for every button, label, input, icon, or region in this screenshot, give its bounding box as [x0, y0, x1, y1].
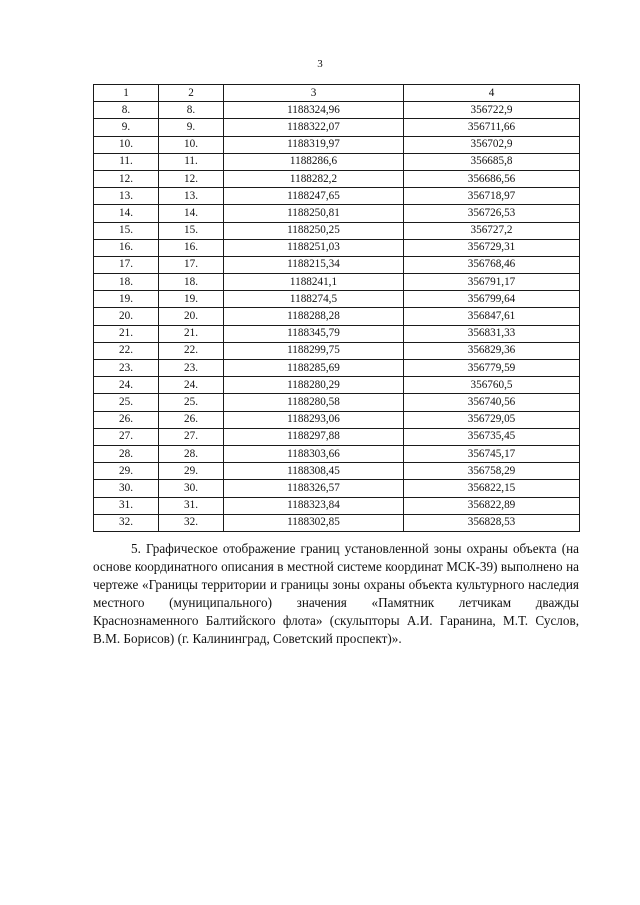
point-number-cell: 8.: [94, 102, 159, 119]
table-row: [94, 360, 580, 377]
x-coordinate-cell: 1188286,6: [224, 153, 404, 170]
page-number: 3: [317, 58, 323, 70]
point-id-cell: 9.: [159, 119, 224, 136]
y-coordinate-cell: 356758,29: [404, 463, 580, 480]
y-coordinate-cell: 356760,5: [404, 377, 580, 394]
point-number-cell: 31.: [94, 497, 159, 514]
point-number-cell: 29.: [94, 463, 159, 480]
table-row: [94, 153, 580, 170]
x-coordinate-cell: 1188297,88: [224, 428, 404, 445]
y-coordinate-cell: 356831,33: [404, 325, 580, 342]
table-row: [94, 170, 580, 187]
point-id-cell: 10.: [159, 136, 224, 153]
point-id-cell: 24.: [159, 377, 224, 394]
table-row: [94, 377, 580, 394]
point-id-cell: 14.: [159, 205, 224, 222]
point-id-cell: 22.: [159, 342, 224, 359]
x-coordinate-cell: 1188302,85: [224, 514, 404, 531]
y-coordinate-cell: 356828,53: [404, 514, 580, 531]
y-coordinate-cell: 356779,59: [404, 360, 580, 377]
x-coordinate-cell: 1188308,45: [224, 463, 404, 480]
x-coordinate-cell: 1188285,69: [224, 360, 404, 377]
point-id-cell: 32.: [159, 514, 224, 531]
y-coordinate-cell: 356829,36: [404, 342, 580, 359]
point-id-cell: 15.: [159, 222, 224, 239]
point-id-cell: 13.: [159, 188, 224, 205]
point-id-cell: 21.: [159, 325, 224, 342]
y-coordinate-cell: 356768,46: [404, 256, 580, 273]
point-number-cell: 11.: [94, 153, 159, 170]
y-coordinate-cell: 356722,9: [404, 102, 580, 119]
table-row: [94, 205, 580, 222]
x-coordinate-cell: 1188326,57: [224, 480, 404, 497]
y-coordinate-cell: 356718,97: [404, 188, 580, 205]
table-row: [94, 342, 580, 359]
point-number-cell: 28.: [94, 445, 159, 462]
point-id-cell: 20.: [159, 308, 224, 325]
table-row: [94, 136, 580, 153]
point-id-cell: 12.: [159, 170, 224, 187]
point-number-cell: 15.: [94, 222, 159, 239]
point-number-cell: 27.: [94, 428, 159, 445]
x-coordinate-cell: 1188241,1: [224, 274, 404, 291]
x-coordinate-cell: 1188299,75: [224, 342, 404, 359]
x-coordinate-cell: 1188250,81: [224, 205, 404, 222]
point-id-cell: 30.: [159, 480, 224, 497]
coordinates-table: [93, 84, 580, 532]
table-row: [94, 308, 580, 325]
x-coordinate-cell: 1188303,66: [224, 445, 404, 462]
table-row: [94, 514, 580, 531]
table-row: [94, 428, 580, 445]
y-coordinate-cell: 356729,05: [404, 411, 580, 428]
y-coordinate-cell: 356686,56: [404, 170, 580, 187]
point-id-cell: 26.: [159, 411, 224, 428]
point-number-cell: 20.: [94, 308, 159, 325]
table-row: [94, 291, 580, 308]
point-number-cell: 25.: [94, 394, 159, 411]
y-coordinate-cell: 356799,64: [404, 291, 580, 308]
x-coordinate-cell: 1188251,03: [224, 239, 404, 256]
table-row: [94, 222, 580, 239]
point-number-cell: 30.: [94, 480, 159, 497]
y-coordinate-cell: 356735,45: [404, 428, 580, 445]
point-number-cell: 18.: [94, 274, 159, 291]
point-id-cell: 17.: [159, 256, 224, 273]
point-number-cell: 14.: [94, 205, 159, 222]
point-id-cell: 23.: [159, 360, 224, 377]
point-number-cell: 21.: [94, 325, 159, 342]
table-row: [94, 274, 580, 291]
y-coordinate-cell: 356847,61: [404, 308, 580, 325]
table-row: [94, 256, 580, 273]
point-id-cell: 31.: [159, 497, 224, 514]
table-row: [94, 119, 580, 136]
table-row: [94, 463, 580, 480]
point-id-cell: 29.: [159, 463, 224, 480]
column-header: 2: [159, 85, 224, 102]
point-id-cell: 28.: [159, 445, 224, 462]
table-row: [94, 102, 580, 119]
x-coordinate-cell: 1188288,28: [224, 308, 404, 325]
y-coordinate-cell: 356745,17: [404, 445, 580, 462]
y-coordinate-cell: 356727,2: [404, 222, 580, 239]
x-coordinate-cell: 1188324,96: [224, 102, 404, 119]
y-coordinate-cell: 356822,89: [404, 497, 580, 514]
x-coordinate-cell: 1188280,29: [224, 377, 404, 394]
point-id-cell: 11.: [159, 153, 224, 170]
column-header: 4: [404, 85, 580, 102]
point-number-cell: 12.: [94, 170, 159, 187]
point-number-cell: 32.: [94, 514, 159, 531]
table-row: [94, 188, 580, 205]
point-number-cell: 22.: [94, 342, 159, 359]
x-coordinate-cell: 1188282,2: [224, 170, 404, 187]
point-id-cell: 27.: [159, 428, 224, 445]
x-coordinate-cell: 1188215,34: [224, 256, 404, 273]
x-coordinate-cell: 1188323,84: [224, 497, 404, 514]
table-row: [94, 411, 580, 428]
point-number-cell: 17.: [94, 256, 159, 273]
boundary-description-paragraph: 5. Графическое отображение границ установленной зоны охраны объекта (на основе координатного описания в местной системе координат МСК-39) выполнено на чертеже «Границы территории и границы зоны охраны объекта культурного наследия местного (муниципального) значения «Памятник летчикам дважды Краснознаменного Балтийского флота» (скульпторы А.И. Гаранина, М.Т. Суслов, В.М. Борисов) (г. Калининград, Советский проспект)».: [93, 541, 579, 646]
y-coordinate-cell: 356726,53: [404, 205, 580, 222]
table-row: [94, 445, 580, 462]
point-number-cell: 9.: [94, 119, 159, 136]
point-id-cell: 19.: [159, 291, 224, 308]
y-coordinate-cell: 356822,15: [404, 480, 580, 497]
point-number-cell: 23.: [94, 360, 159, 377]
point-id-cell: 16.: [159, 239, 224, 256]
x-coordinate-cell: 1188345,79: [224, 325, 404, 342]
point-number-cell: 19.: [94, 291, 159, 308]
point-id-cell: 25.: [159, 394, 224, 411]
table-body: [94, 102, 580, 532]
table-header-row: [94, 85, 580, 102]
y-coordinate-cell: 356702,9: [404, 136, 580, 153]
point-id-cell: 18.: [159, 274, 224, 291]
y-coordinate-cell: 356711,66: [404, 119, 580, 136]
x-coordinate-cell: 1188247,65: [224, 188, 404, 205]
point-number-cell: 13.: [94, 188, 159, 205]
point-number-cell: 26.: [94, 411, 159, 428]
y-coordinate-cell: 356791,17: [404, 274, 580, 291]
point-number-cell: 24.: [94, 377, 159, 394]
x-coordinate-cell: 1188322,07: [224, 119, 404, 136]
x-coordinate-cell: 1188319,97: [224, 136, 404, 153]
y-coordinate-cell: 356729,31: [404, 239, 580, 256]
table-row: [94, 394, 580, 411]
y-coordinate-cell: 356685,8: [404, 153, 580, 170]
point-id-cell: 8.: [159, 102, 224, 119]
table-row: [94, 325, 580, 342]
column-header: 1: [94, 85, 159, 102]
point-number-cell: 16.: [94, 239, 159, 256]
x-coordinate-cell: 1188280,58: [224, 394, 404, 411]
x-coordinate-cell: 1188274,5: [224, 291, 404, 308]
x-coordinate-cell: 1188293,06: [224, 411, 404, 428]
y-coordinate-cell: 356740,56: [404, 394, 580, 411]
table-row: [94, 497, 580, 514]
table-row: [94, 480, 580, 497]
point-number-cell: 10.: [94, 136, 159, 153]
column-header: 3: [224, 85, 404, 102]
x-coordinate-cell: 1188250,25: [224, 222, 404, 239]
table-row: [94, 239, 580, 256]
